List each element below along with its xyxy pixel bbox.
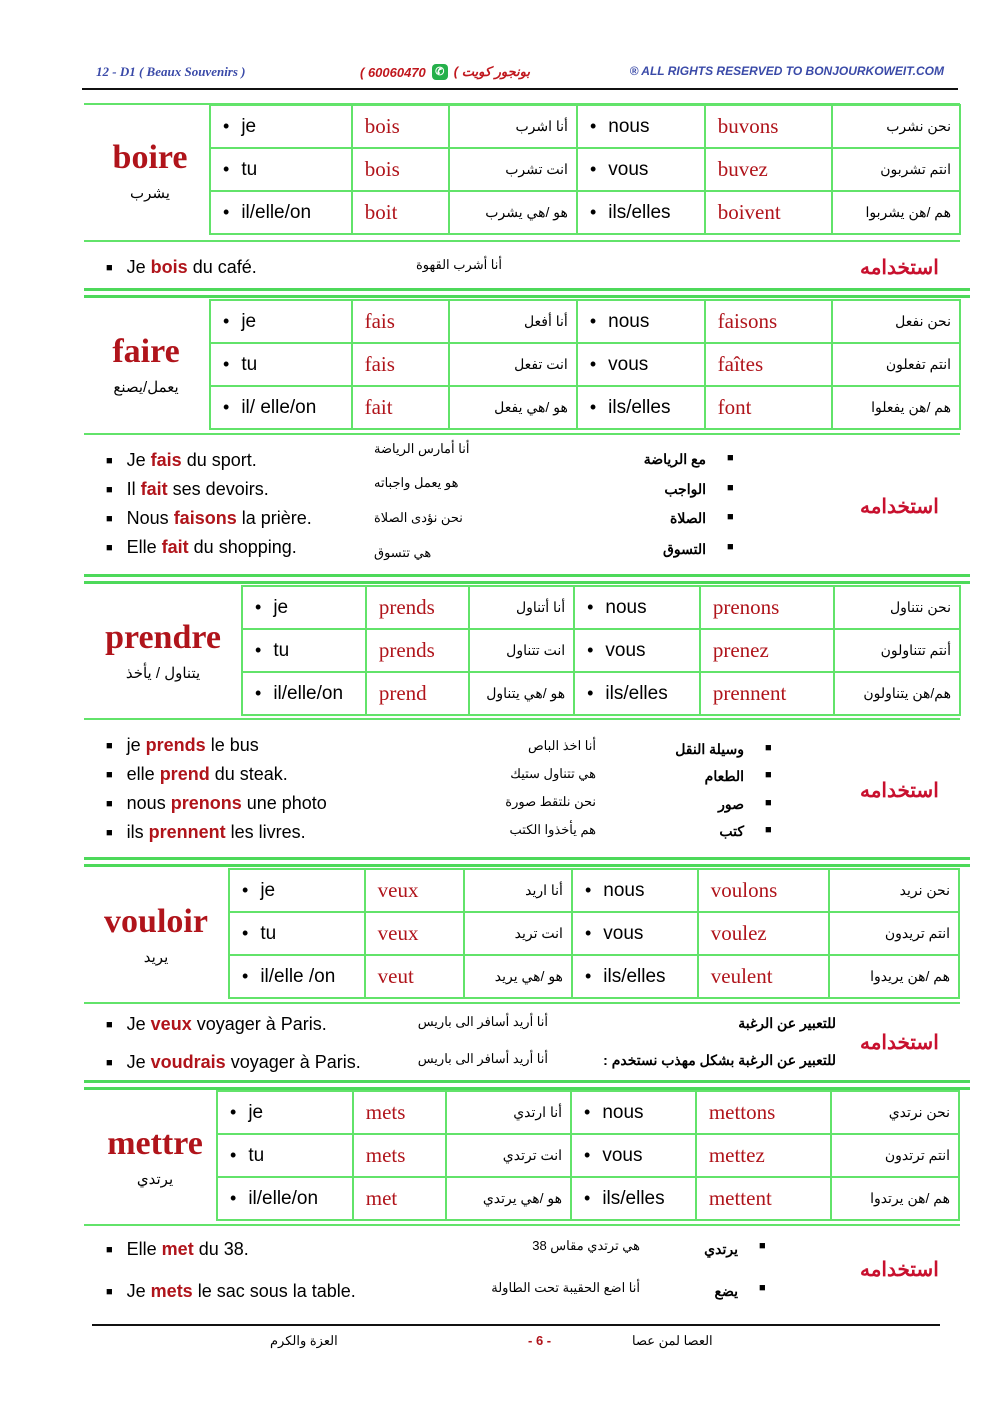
example-sentence: ■ Je bois du café. xyxy=(106,257,257,277)
verb-translation: يتناول / يأخذ xyxy=(125,665,201,682)
header-contact xyxy=(360,64,530,80)
verb-form: mettons xyxy=(696,1091,832,1134)
pronoun: • il/elle/on xyxy=(217,1177,353,1220)
pronoun: • je xyxy=(229,869,365,912)
pronoun: • vous xyxy=(572,912,698,955)
pronoun: • tu xyxy=(210,148,352,191)
pronoun: • ils/elles xyxy=(577,386,705,429)
verb-infinitive: vouloir xyxy=(104,903,208,940)
section-divider xyxy=(84,1224,960,1226)
pronoun: • vous xyxy=(574,629,700,672)
verb-form: met xyxy=(353,1177,446,1220)
example-sentence: ■ ils prennent les livres. xyxy=(106,822,306,842)
conjugation-table xyxy=(228,868,960,999)
section-separator xyxy=(84,574,970,585)
pronoun: • nous xyxy=(572,869,698,912)
header-brand: ( بونجور كويت xyxy=(453,64,530,79)
conjugation-table xyxy=(241,585,961,716)
footer-divider xyxy=(92,1324,940,1326)
verb-form: faisons xyxy=(705,300,833,343)
usage-label: استخدامه xyxy=(860,1032,939,1054)
pronoun: • vous xyxy=(577,148,705,191)
context-label: مع الرياضة xyxy=(643,451,706,467)
header-level: 12 - D1 ( Beaux Souvenirs ) xyxy=(96,64,246,79)
context-label: التسوق xyxy=(663,541,706,557)
translation: انت تشرب xyxy=(449,148,577,191)
pronoun: • nous xyxy=(577,300,705,343)
translation: انت تريد xyxy=(464,912,572,955)
translation: انتم تشربون xyxy=(832,148,960,191)
verb-form: prends xyxy=(366,629,469,672)
pronoun: • ils/elles xyxy=(574,672,700,715)
verb-form: faîtes xyxy=(705,343,833,386)
verb-translation: يريد xyxy=(143,949,169,966)
verb-translation: يرتدي xyxy=(136,1171,174,1188)
translation: هم /هن يفعلوا xyxy=(832,386,960,429)
pronoun: • je xyxy=(210,105,352,148)
usage-label: استخدامه xyxy=(860,496,939,518)
usage-label: استخدامه xyxy=(860,1259,939,1281)
conjugation-table xyxy=(209,104,961,235)
pronoun: • je xyxy=(210,300,352,343)
table-row xyxy=(210,148,960,191)
section-divider xyxy=(84,240,960,242)
verb-translation: يعمل/يصنع xyxy=(113,379,179,396)
bullet: ■ xyxy=(727,541,734,553)
verb-form: mets xyxy=(353,1091,446,1134)
example-sentence: ■ Elle fait du shopping. xyxy=(106,537,297,557)
example-translation: أنا اضع الحقيبة تحت الطاولة xyxy=(491,1280,640,1295)
verb-form: prenons xyxy=(700,586,834,629)
example-sentence: ■ Je veux voyager à Paris. xyxy=(106,1014,327,1034)
translation: هم /هن يرتدوا xyxy=(831,1177,959,1220)
table-row xyxy=(210,300,960,343)
example-translation: نحن نؤدى الصلاة xyxy=(374,510,463,525)
context-label: يرتدي xyxy=(704,1241,738,1257)
verb-form: mettez xyxy=(696,1134,832,1177)
verb-form: veux xyxy=(365,869,465,912)
table-row xyxy=(217,1091,959,1134)
verb-form: fais xyxy=(352,343,450,386)
pronoun: • nous xyxy=(574,586,700,629)
bullet: ■ xyxy=(727,452,734,464)
verb-title xyxy=(92,620,234,682)
verb-form: fais xyxy=(352,300,450,343)
verb-infinitive: faire xyxy=(112,333,180,370)
bullet: ■ xyxy=(765,824,772,836)
verb-form: buvez xyxy=(705,148,833,191)
translation: هم/هن يتناولون xyxy=(834,672,961,715)
translation: أنتم تتناولون xyxy=(834,629,961,672)
verb-form: veulent xyxy=(698,955,830,998)
table-row xyxy=(217,1134,959,1177)
translation: نحن نشرب xyxy=(832,105,960,148)
table-row xyxy=(210,105,960,148)
table-row xyxy=(242,629,960,672)
translation: أنا أتناول xyxy=(469,586,575,629)
context-label: كتب xyxy=(719,823,744,839)
example-sentence: ■ Je fais du sport. xyxy=(106,450,257,470)
pronoun: • je xyxy=(242,586,366,629)
bullet: ■ xyxy=(765,797,772,809)
example-translation: أنا أريد أسافر الى باريس xyxy=(417,1014,548,1029)
translation: هو /هي يشرب xyxy=(449,191,577,234)
translation: نحن نفعل xyxy=(832,300,960,343)
verb-form: boivent xyxy=(705,191,833,234)
pronoun: • il/elle/on xyxy=(242,672,366,715)
header-phone: ( 60060470 xyxy=(360,64,426,80)
verb-title xyxy=(96,1126,214,1188)
translation: أنا أفعل xyxy=(449,300,577,343)
section-separator xyxy=(84,288,970,299)
table-row xyxy=(217,1177,959,1220)
example-translation: هي ترتدي مقاس 38 xyxy=(532,1238,640,1253)
pronoun: • nous xyxy=(571,1091,696,1134)
example-translation: أنا أريد أسافر الى باريس xyxy=(417,1051,548,1066)
example-translation: هم يأخذوا الكتب xyxy=(509,822,596,837)
translation: انتم تفعلون xyxy=(832,343,960,386)
conjugation-table xyxy=(216,1090,960,1221)
verb-title xyxy=(94,904,218,966)
translation: هو /هي يتناول xyxy=(469,672,575,715)
translation: هم /هن يشربوا xyxy=(832,191,960,234)
verb-infinitive: prendre xyxy=(105,619,221,656)
table-row xyxy=(210,191,960,234)
section-divider xyxy=(84,1002,960,1004)
verb-form: font xyxy=(705,386,833,429)
example-sentence: ■ Je voudrais voyager à Paris. xyxy=(106,1052,361,1072)
context-label: وسيلة النقل xyxy=(675,741,744,757)
verb-form: veux xyxy=(365,912,465,955)
translation: انت ترتدي xyxy=(446,1134,571,1177)
translation: هم /هن يريدوا xyxy=(829,955,959,998)
bullet: ■ xyxy=(759,1240,766,1252)
table-row xyxy=(210,386,960,429)
context-label: الصلاة xyxy=(670,510,706,526)
pronoun: • tu xyxy=(210,343,352,386)
verb-infinitive: mettre xyxy=(107,1125,203,1162)
verb-title xyxy=(104,140,196,202)
example-translation: هو يعمل واجباته xyxy=(374,475,459,490)
context-label: الطعام xyxy=(704,768,744,784)
pronoun: • ils/elles xyxy=(577,191,705,234)
verb-form: fait xyxy=(352,386,450,429)
footer-right: العصا لمن عصا xyxy=(632,1333,713,1348)
verb-form: prennent xyxy=(700,672,834,715)
pronoun: • vous xyxy=(577,343,705,386)
table-row xyxy=(210,343,960,386)
example-sentence: ■ je prends le bus xyxy=(106,735,259,755)
verb-form: bois xyxy=(352,105,450,148)
section-divider xyxy=(84,718,960,720)
table-row xyxy=(229,912,959,955)
bullet: ■ xyxy=(727,511,734,523)
translation: نحن نتناول xyxy=(834,586,961,629)
pronoun: • tu xyxy=(242,629,366,672)
verb-form: boit xyxy=(352,191,450,234)
footer-left: العزة والكرم xyxy=(270,1333,338,1348)
translation: نحن نريد xyxy=(829,869,959,912)
example-translation: أنا اخذ الباص xyxy=(527,738,596,753)
translation: انتم تريدون xyxy=(829,912,959,955)
example-translation: هي تتسوق xyxy=(374,545,432,560)
example-translation: هي تتناول ستيك xyxy=(510,766,596,781)
verb-form: mettent xyxy=(696,1177,832,1220)
table-row xyxy=(242,586,960,629)
table-row xyxy=(229,955,959,998)
table-row xyxy=(242,672,960,715)
verb-title xyxy=(100,334,192,396)
translation: انتم ترتدون xyxy=(831,1134,959,1177)
verb-form: prenez xyxy=(700,629,834,672)
context-label: للتعبير عن الرغبة xyxy=(738,1015,836,1031)
translation: انت تفعل xyxy=(449,343,577,386)
header-rights: ® ALL RIGHTS RESERVED TO BONJOURKOWEIT.COM xyxy=(629,64,944,78)
verb-form: voulez xyxy=(698,912,830,955)
translation: هو /هي يفعل xyxy=(449,386,577,429)
example-sentence: ■ Nous faisons la prière. xyxy=(106,508,312,528)
page-header xyxy=(88,58,958,84)
translation: نحن نرتدي xyxy=(831,1091,959,1134)
translation: انت تتناول xyxy=(469,629,575,672)
example-sentence: ■ Je mets le sac sous la table. xyxy=(106,1281,356,1301)
context-label: يضع xyxy=(714,1283,738,1299)
pronoun: • vous xyxy=(571,1134,696,1177)
example-sentence: ■ Il fait ses devoirs. xyxy=(106,479,269,499)
pronoun: • nous xyxy=(577,105,705,148)
page-number: - 6 - xyxy=(528,1333,552,1348)
bullet: ■ xyxy=(765,769,772,781)
pronoun: • il/ elle/on xyxy=(210,386,352,429)
example-sentence: ■ Elle met du 38. xyxy=(106,1239,249,1259)
verb-form: buvons xyxy=(705,105,833,148)
pronoun: • je xyxy=(217,1091,353,1134)
verb-infinitive: boire xyxy=(112,139,188,176)
example-translation: نحن نلتقط صورة xyxy=(505,794,596,809)
bullet: ■ xyxy=(759,1282,766,1294)
context-label: للتعبير عن الرغبة بشكل مهذب نستخدم : xyxy=(603,1052,836,1068)
pronoun: • il/elle /on xyxy=(229,955,365,998)
translation: أنا اريد xyxy=(464,869,572,912)
header-divider xyxy=(82,88,958,90)
translation: أنا اشرب xyxy=(449,105,577,148)
usage-label: استخدامه xyxy=(860,257,939,279)
conjugation-table xyxy=(209,299,961,430)
pronoun: • ils/elles xyxy=(571,1177,696,1220)
translation: هو /هي يريد xyxy=(464,955,572,998)
example-sentence: ■ elle prend du steak. xyxy=(106,764,288,784)
table-row xyxy=(229,869,959,912)
verb-form: prends xyxy=(366,586,469,629)
verb-form: bois xyxy=(352,148,450,191)
pronoun: • il/elle/on xyxy=(210,191,352,234)
verb-form: veut xyxy=(365,955,465,998)
example-translation: أنا أمارس الرياضة xyxy=(374,441,470,456)
verb-translation: يشرب xyxy=(130,185,170,202)
section-separator xyxy=(84,857,970,868)
whatsapp-icon: ✆ xyxy=(432,64,448,80)
pronoun: • tu xyxy=(217,1134,353,1177)
pronoun: • tu xyxy=(229,912,365,955)
verb-form: voulons xyxy=(698,869,830,912)
translation: أنا ارتدي xyxy=(446,1091,571,1134)
example-translation: أنا أشرب القهوة xyxy=(416,257,502,272)
pronoun: • ils/elles xyxy=(572,955,698,998)
context-label: الواجب xyxy=(664,481,706,497)
bullet: ■ xyxy=(727,482,734,494)
context-label: صور xyxy=(718,796,744,812)
example-sentence: ■ nous prenons une photo xyxy=(106,793,327,813)
verb-form: prend xyxy=(366,672,469,715)
verb-form: mets xyxy=(353,1134,446,1177)
bullet: ■ xyxy=(765,742,772,754)
section-divider xyxy=(84,433,960,435)
usage-label: استخدامه xyxy=(860,780,939,802)
translation: هو /هي يرتدي xyxy=(446,1177,571,1220)
